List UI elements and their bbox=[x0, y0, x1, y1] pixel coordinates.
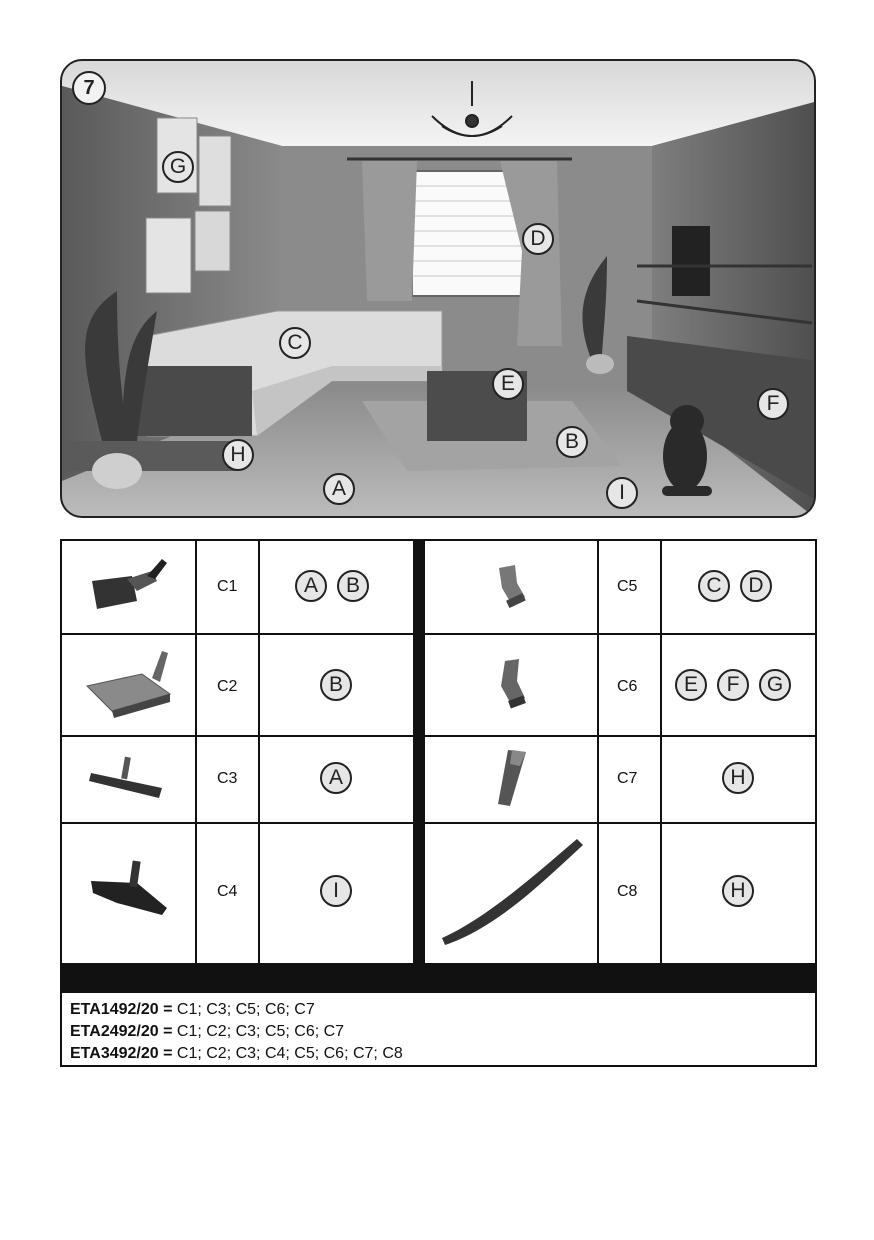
c8-surfaces bbox=[722, 875, 754, 907]
hard-floor-nozzle-icon bbox=[87, 853, 172, 923]
c1-surfaces bbox=[295, 570, 369, 602]
c5-surfaces bbox=[698, 570, 772, 602]
label-d-curtains: D bbox=[522, 223, 554, 255]
code-c4: C4 bbox=[217, 883, 238, 900]
room-scene bbox=[62, 61, 816, 518]
model-items: C1; C2; C3; C4; C5; C6; C7; C8 bbox=[176, 1045, 403, 1062]
model-equals: = bbox=[163, 1023, 173, 1040]
model-name: ETA1492/20 bbox=[70, 1001, 159, 1018]
c4-surfaces bbox=[320, 875, 352, 907]
code-c3: C3 bbox=[217, 770, 238, 787]
living-room-illustration bbox=[60, 59, 816, 518]
long-crevice-nozzle-icon bbox=[437, 833, 587, 948]
code-c2: C2 bbox=[217, 678, 238, 695]
model-items: C1; C3; C5; C6; C7 bbox=[176, 1001, 315, 1018]
c2-surfaces bbox=[320, 669, 352, 701]
model-row bbox=[70, 1043, 403, 1065]
label-a-hard-floor: A bbox=[323, 473, 355, 505]
dusting-brush-icon bbox=[487, 563, 537, 613]
label-f-tv-cabinet: F bbox=[757, 388, 789, 420]
c4-surface-i: I bbox=[320, 875, 352, 907]
c6-surface-e: E bbox=[675, 669, 707, 701]
label-e-coffee-table: E bbox=[492, 368, 524, 400]
c6-surfaces bbox=[675, 669, 791, 701]
model-items: C1; C2; C3; C5; C6; C7 bbox=[176, 1023, 345, 1040]
c6-surface-g: G bbox=[759, 669, 791, 701]
model-accessory-list bbox=[70, 999, 403, 1065]
model-equals: = bbox=[163, 1045, 173, 1062]
c7-surface-h: H bbox=[722, 762, 754, 794]
turbo-brush-icon bbox=[82, 646, 177, 721]
code-c8: C8 bbox=[617, 883, 638, 900]
table-divider-band bbox=[62, 963, 815, 993]
code-c1: C1 bbox=[217, 578, 238, 595]
c5-surface-c: C bbox=[698, 570, 730, 602]
crevice-nozzle-icon bbox=[490, 746, 535, 811]
c1-surface-b: B bbox=[337, 570, 369, 602]
c5-surface-d: D bbox=[740, 570, 772, 602]
combination-floor-nozzle-icon bbox=[87, 551, 172, 623]
c3-surface-a: A bbox=[320, 762, 352, 794]
c3-surfaces bbox=[320, 762, 352, 794]
label-i-pet-area: I bbox=[606, 477, 638, 509]
accessory-usage-table bbox=[60, 539, 817, 1067]
c8-surface-h: H bbox=[722, 875, 754, 907]
label-g-wall-pictures: G bbox=[162, 151, 194, 183]
label-b-carpet: B bbox=[556, 426, 588, 458]
upholstery-nozzle-icon bbox=[487, 656, 537, 716]
model-row bbox=[70, 1021, 403, 1043]
c2-surface-b: B bbox=[320, 669, 352, 701]
model-name: ETA3492/20 bbox=[70, 1045, 159, 1062]
model-equals: = bbox=[163, 1001, 173, 1018]
c6-surface-f: F bbox=[717, 669, 749, 701]
code-c6: C6 bbox=[617, 678, 638, 695]
label-c-sofa: C bbox=[279, 327, 311, 359]
c7-surfaces bbox=[722, 762, 754, 794]
code-c7: C7 bbox=[617, 770, 638, 787]
parquet-nozzle-icon bbox=[87, 753, 172, 808]
figure-number: 7 bbox=[72, 71, 106, 105]
label-h-corners: H bbox=[222, 439, 254, 471]
code-c5: C5 bbox=[617, 578, 638, 595]
model-row bbox=[70, 999, 403, 1021]
c1-surface-a: A bbox=[295, 570, 327, 602]
model-name: ETA2492/20 bbox=[70, 1023, 159, 1040]
